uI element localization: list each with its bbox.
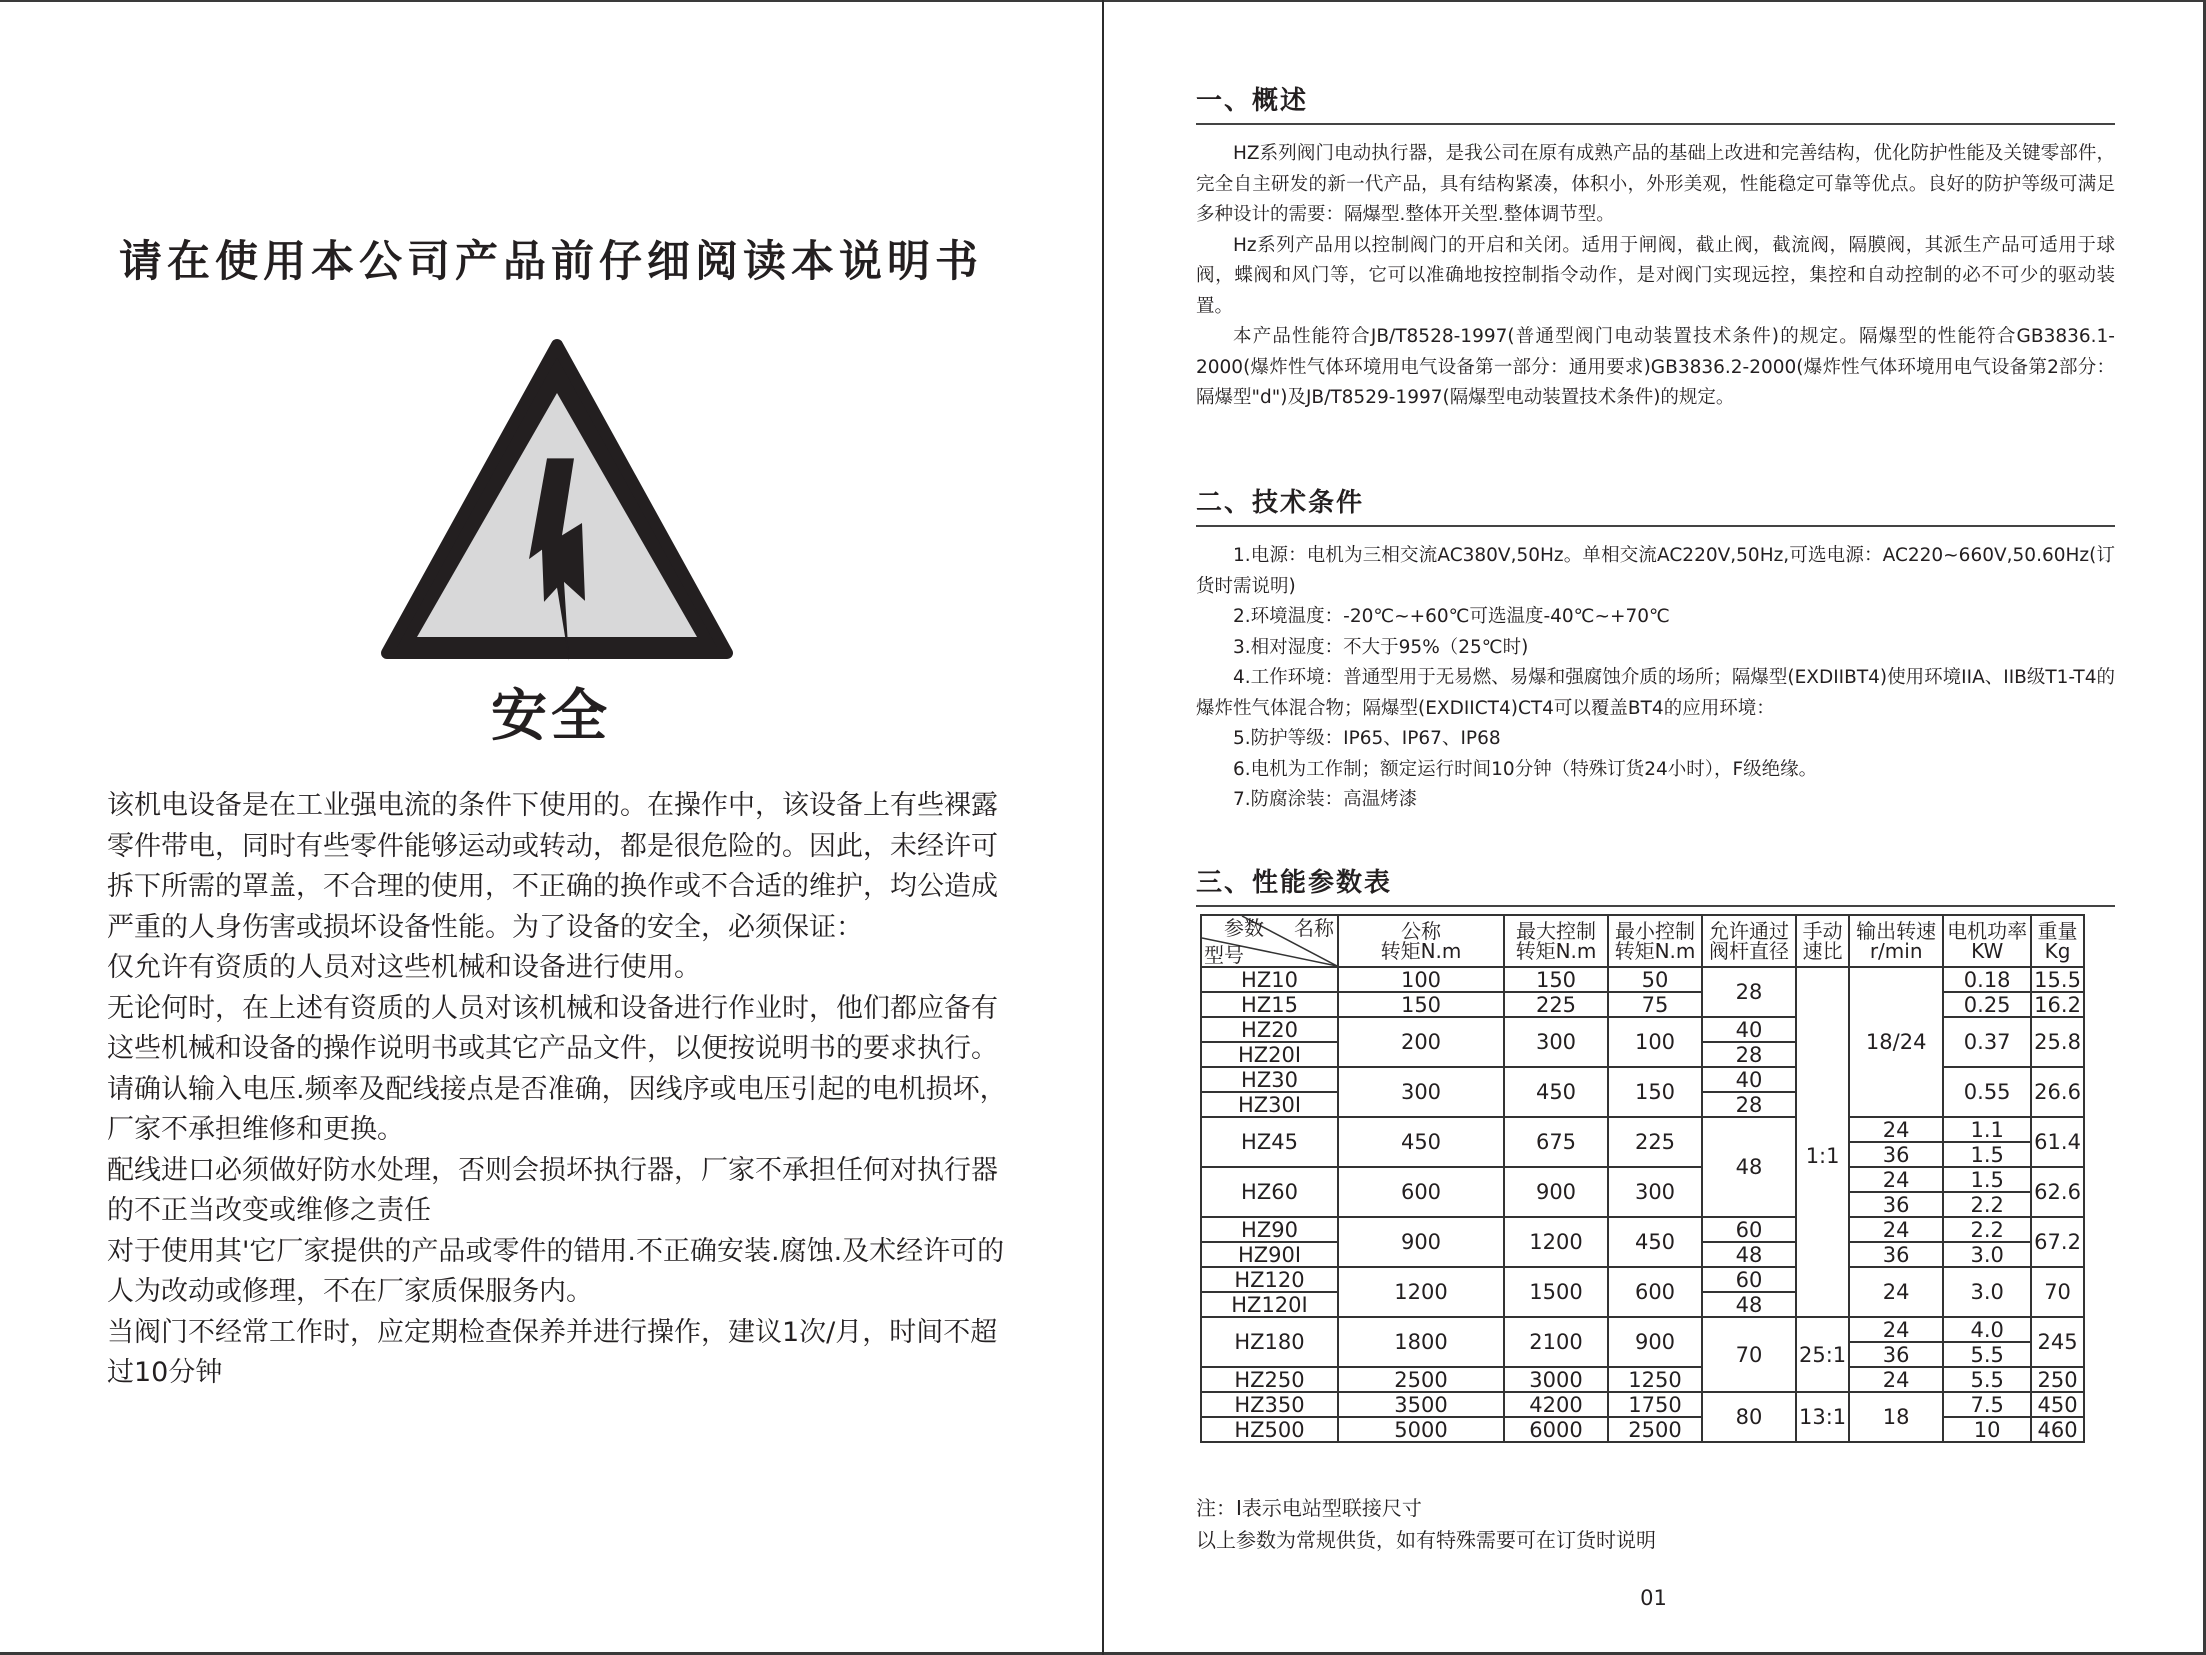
min-torque-cell: 300 (1608, 1167, 1702, 1217)
safety-paragraph: 配线进口必须做好防水处理，否则会损坏执行器，厂家不承担任何对执行器的不正当改变或维修之责任 (107, 1154, 998, 1226)
column-header: 公称 转矩N.m (1338, 915, 1504, 967)
table-row (1201, 1017, 2084, 1042)
motor-power-cell: 7.5 (1943, 1392, 2031, 1417)
weight-cell: 450 (2031, 1392, 2084, 1417)
column-header: 允许通过 阀杆直径 (1702, 915, 1796, 967)
safety-paragraph: 当阀门不经常工作时，应定期检查保养并进行操作，建议1次/月，时间不超过10分钟 (107, 1316, 998, 1388)
weight-cell: 16.2 (2031, 992, 2084, 1017)
nominal-torque-cell: 900 (1338, 1217, 1504, 1267)
table-row (1201, 1267, 2084, 1292)
max-torque-cell: 225 (1504, 992, 1608, 1017)
motor-power-cell: 1.1 (1943, 1117, 2031, 1142)
stem-diameter-cell: 28 (1702, 1042, 1796, 1067)
stem-diameter-cell: 48 (1702, 1242, 1796, 1267)
stem-diameter-cell: 40 (1702, 1067, 1796, 1092)
weight-cell: 67.2 (2031, 1217, 2084, 1267)
left-page (0, 0, 1102, 1655)
overview-paragraph: 本产品性能符合JB/T8528-1997(普通型阀门电动装置技术条件)的规定。隔爆型的性能符合GB3836.1-2000(爆炸性气体环境用电气设备第一部分：通用要求)GB3836.2-2000(爆炸性气体环境用电气设备第2部分：隔爆型"d")及JB/T8529-1997(隔爆型电动装置技术条件)的规定。 (1196, 326, 2115, 408)
model-cell: HZ15 (1201, 992, 1338, 1017)
weight-cell: 25.8 (2031, 1017, 2084, 1067)
model-cell: HZ20I (1201, 1042, 1338, 1067)
nominal-torque-cell: 150 (1338, 992, 1504, 1017)
stem-diameter-cell: 60 (1702, 1217, 1796, 1242)
weight-cell: 250 (2031, 1367, 2084, 1392)
nominal-torque-cell: 2500 (1338, 1367, 1504, 1392)
page-number: 01 (1640, 1586, 1667, 1610)
min-torque-cell: 100 (1608, 1017, 1702, 1067)
table-header-row (1201, 915, 2084, 967)
table-row (1201, 1417, 2084, 1442)
weight-cell: 26.6 (2031, 1067, 2084, 1117)
motor-power-cell: 0.25 (1943, 992, 2031, 1017)
condition-item: 4.工作环境：普通型用于无易燃、易爆和强腐蚀介质的场所；隔爆型(EXDIIBT4)使用环境IIA、IIB级T1-T4的爆炸性气体混合物；隔爆型(EXDIICT4)CT4可以覆盖BT4的应用环境： (1196, 667, 2115, 719)
stem-diameter-cell: 48 (1702, 1292, 1796, 1317)
motor-power-cell: 0.55 (1943, 1067, 2031, 1117)
manual-title: 请在使用本公司产品前仔细阅读本说明书 (119, 237, 983, 287)
output-speed-cell: 18/24 (1849, 967, 1943, 1117)
min-torque-cell: 900 (1608, 1317, 1702, 1367)
min-torque-cell: 1750 (1608, 1392, 1702, 1417)
table-row (1201, 1117, 2084, 1142)
safety-paragraph: 请确认输入电压.频率及配线接点是否准确，因线序或电压引起的电机损坏，厂家不承担维修和更换。 (107, 1073, 1007, 1145)
table-row (1201, 1317, 2084, 1342)
nominal-torque-cell: 100 (1338, 967, 1504, 992)
nominal-torque-cell: 200 (1338, 1017, 1504, 1067)
model-cell: HZ250 (1201, 1367, 1338, 1392)
nominal-torque-cell: 450 (1338, 1117, 1504, 1167)
condition-item: 1.电源：电机为三相交流AC380V,50Hz。单相交流AC220V,50Hz,可选电源：AC220~660V,50.60Hz(订货时需说明) (1196, 545, 2115, 597)
column-header: 最小控制 转矩N.m (1608, 915, 1702, 967)
condition-item: 3.相对湿度：不大于95%（25℃时) (1233, 636, 1529, 658)
nominal-torque-cell: 1200 (1338, 1267, 1504, 1317)
motor-power-cell: 2.2 (1943, 1192, 2031, 1217)
output-speed-cell: 24 (1849, 1267, 1943, 1317)
max-torque-cell: 900 (1504, 1167, 1608, 1217)
column-header: 最大控制 转矩N.m (1504, 915, 1608, 967)
section-heading: 二、技术条件 (1196, 482, 2115, 527)
overview-paragraph: HZ系列阀门电动执行器，是我公司在原有成熟产品的基础上改进和完善结构，优化防护性能及关键零部件，完全自主研发的新一代产品，具有结构紧凑，体积小，外形美观，性能稳定可靠等优点。良好的防护等级可满足多种设计的需要：隔爆型.整体开关型.整体调节型。 (1196, 143, 2115, 225)
corner-name-label: 名称 (1294, 916, 1334, 940)
stem-diameter-cell: 60 (1702, 1267, 1796, 1292)
motor-power-cell: 5.5 (1943, 1367, 2031, 1392)
column-header: 手动 速比 (1796, 915, 1849, 967)
safety-paragraph: 仅允许有资质的人员对这些机械和设备进行使用。 (107, 952, 701, 983)
overview-paragraph: Hz系列产品用以控制阀门的开启和关闭。适用于闸阀，截止阀，截流阀，隔膜阀，其派生产品可适用于球阀，蝶阀和风门等，它可以准确地按控制指令动作，是对阀门实现远控，集控和自动控制的必不可少的驱动装置。 (1196, 234, 2115, 317)
right-page (1104, 0, 2203, 1655)
table-note: 以上参数为常规供货，如有特殊需要可在订货时说明 (1196, 1528, 1656, 1552)
stem-diameter-cell: 70 (1702, 1317, 1796, 1392)
output-speed-cell: 24 (1849, 1117, 1943, 1142)
section-heading: 一、概述 (1196, 80, 2115, 125)
model-cell: HZ10 (1201, 967, 1338, 992)
min-torque-cell: 150 (1608, 1067, 1702, 1117)
section-performance-table (1196, 862, 2115, 907)
column-header: 输出转速 r/min (1849, 915, 1943, 967)
motor-power-cell: 3.0 (1943, 1242, 2031, 1267)
model-cell: HZ30I (1201, 1092, 1338, 1117)
max-torque-cell: 1500 (1504, 1267, 1608, 1317)
manual-ratio-cell: 25:1 (1796, 1317, 1849, 1392)
section-technical-conditions (1196, 482, 2115, 816)
weight-cell: 460 (2031, 1417, 2084, 1442)
manual-ratio-cell: 1:1 (1796, 967, 1849, 1167)
section-overview (1196, 80, 2115, 414)
nominal-torque-cell: 1800 (1338, 1317, 1504, 1367)
weight-cell: 62.6 (2031, 1167, 2084, 1217)
corner-model-label: 型号 (1204, 943, 1244, 967)
max-torque-cell: 150 (1504, 967, 1608, 992)
safety-paragraph: 对于使用其'它厂家提供的产品或零件的错用.不正确安装.腐蚀.及术经许可的人为改动或修理，不在厂家质保服务内。 (107, 1235, 1005, 1307)
weight-cell: 15.5 (2031, 967, 2084, 992)
stem-diameter-cell: 40 (1702, 1017, 1796, 1042)
safety-paragraph: 该机电设备是在工业强电流的条件下使用的。在操作中，该设备上有些裸露零件带电，同时有些零件能够运动或转动，都是很危险的。因此，未经许可拆下所需的罩盖，不合理的使用，不正确的换作或不合适的维护，均公造成严重的人身伤害或损坏设备性能。为了设备的安全，必须保证： (107, 790, 998, 943)
min-torque-cell: 2500 (1608, 1417, 1702, 1442)
output-speed-cell: 24 (1849, 1217, 1943, 1242)
min-torque-cell: 450 (1608, 1217, 1702, 1267)
safety-instructions (107, 786, 1007, 1394)
output-speed-cell: 24 (1849, 1367, 1943, 1392)
table-row (1201, 1167, 2084, 1192)
output-speed-cell: 36 (1849, 1192, 1943, 1217)
output-speed-cell: 36 (1849, 1142, 1943, 1167)
max-torque-cell: 3000 (1504, 1367, 1608, 1392)
model-cell: HZ120I (1201, 1292, 1338, 1317)
condition-item: 6.电机为工作制；额定运行时间10分钟（特殊订货24小时），F级绝缘。 (1233, 758, 1818, 780)
output-speed-cell: 18 (1849, 1392, 1943, 1442)
table-row (1201, 1392, 2084, 1417)
corner-param-label: 参数 (1224, 916, 1264, 940)
weight-cell: 70 (2031, 1267, 2084, 1317)
manual-ratio-cell: 13:1 (1796, 1392, 1849, 1442)
table-row (1201, 967, 2084, 992)
table-row (1201, 1067, 2084, 1092)
model-cell: HZ180 (1201, 1317, 1338, 1367)
max-torque-cell: 1200 (1504, 1217, 1608, 1267)
max-torque-cell: 300 (1504, 1017, 1608, 1067)
header-corner-cell (1201, 915, 1338, 967)
motor-power-cell: 0.37 (1943, 1017, 2031, 1067)
model-cell: HZ30 (1201, 1067, 1338, 1092)
output-speed-cell: 24 (1849, 1167, 1943, 1192)
nominal-torque-cell: 300 (1338, 1067, 1504, 1117)
max-torque-cell: 675 (1504, 1117, 1608, 1167)
motor-power-cell: 10 (1943, 1417, 2031, 1442)
max-torque-cell: 450 (1504, 1067, 1608, 1117)
motor-power-cell: 4.0 (1943, 1317, 2031, 1342)
safety-paragraph: 无论何时，在上述有资质的人员对该机械和设备进行作业时，他们都应备有这些机械和设备的操作说明书或其它产品文件，以便按说明书的要求执行。 (107, 992, 998, 1064)
model-cell: HZ20 (1201, 1017, 1338, 1042)
output-speed-cell: 24 (1849, 1317, 1943, 1342)
manual-ratio-cell-continued (1796, 1167, 1849, 1317)
condition-item: 2.环境温度：-20℃~+60℃可选温度-40℃~+70℃ (1233, 606, 1670, 627)
output-speed-cell: 36 (1849, 1342, 1943, 1367)
nominal-torque-cell: 600 (1338, 1167, 1504, 1217)
column-header: 电机功率 KW (1943, 915, 2031, 967)
table-row (1201, 1367, 2084, 1392)
table-notes (1196, 1492, 1656, 1556)
table-row (1201, 992, 2084, 1017)
condition-item: 7.防腐涂装：高温烤漆 (1233, 789, 1418, 810)
min-torque-cell: 1250 (1608, 1367, 1702, 1392)
column-header: 重量 Kg (2031, 915, 2084, 967)
model-cell: HZ120 (1201, 1267, 1338, 1292)
min-torque-cell: 50 (1608, 967, 1702, 992)
safety-label: 安全 (491, 684, 611, 749)
model-cell: HZ90I (1201, 1242, 1338, 1267)
motor-power-cell: 5.5 (1943, 1342, 2031, 1367)
high-voltage-warning-icon (377, 335, 737, 665)
min-torque-cell: 225 (1608, 1117, 1702, 1167)
nominal-torque-cell: 3500 (1338, 1392, 1504, 1417)
performance-parameter-table (1200, 914, 2085, 1443)
model-cell: HZ90 (1201, 1217, 1338, 1242)
min-torque-cell: 600 (1608, 1267, 1702, 1317)
motor-power-cell: 3.0 (1943, 1267, 2031, 1317)
stem-diameter-cell: 28 (1702, 1092, 1796, 1117)
stem-diameter-cell: 28 (1702, 967, 1796, 1017)
table-note: 注：I表示电站型联接尺寸 (1196, 1496, 1422, 1520)
weight-cell: 245 (2031, 1317, 2084, 1367)
motor-power-cell: 1.5 (1943, 1167, 2031, 1192)
table-row (1201, 1217, 2084, 1242)
max-torque-cell: 6000 (1504, 1417, 1608, 1442)
nominal-torque-cell: 5000 (1338, 1417, 1504, 1442)
model-cell: HZ350 (1201, 1392, 1338, 1417)
model-cell: HZ45 (1201, 1117, 1338, 1167)
model-cell: HZ60 (1201, 1167, 1338, 1217)
weight-cell: 61.4 (2031, 1117, 2084, 1167)
stem-diameter-cell: 48 (1702, 1117, 1796, 1217)
condition-item: 5.防护等级：IP65、IP67、IP68 (1233, 728, 1501, 749)
stem-diameter-cell: 80 (1702, 1392, 1796, 1442)
min-torque-cell: 75 (1608, 992, 1702, 1017)
max-torque-cell: 4200 (1504, 1392, 1608, 1417)
motor-power-cell: 1.5 (1943, 1142, 2031, 1167)
motor-power-cell: 2.2 (1943, 1217, 2031, 1242)
model-cell: HZ500 (1201, 1417, 1338, 1442)
motor-power-cell: 0.18 (1943, 967, 2031, 992)
max-torque-cell: 2100 (1504, 1317, 1608, 1367)
section-heading: 三、性能参数表 (1196, 862, 2115, 907)
output-speed-cell: 36 (1849, 1242, 1943, 1267)
